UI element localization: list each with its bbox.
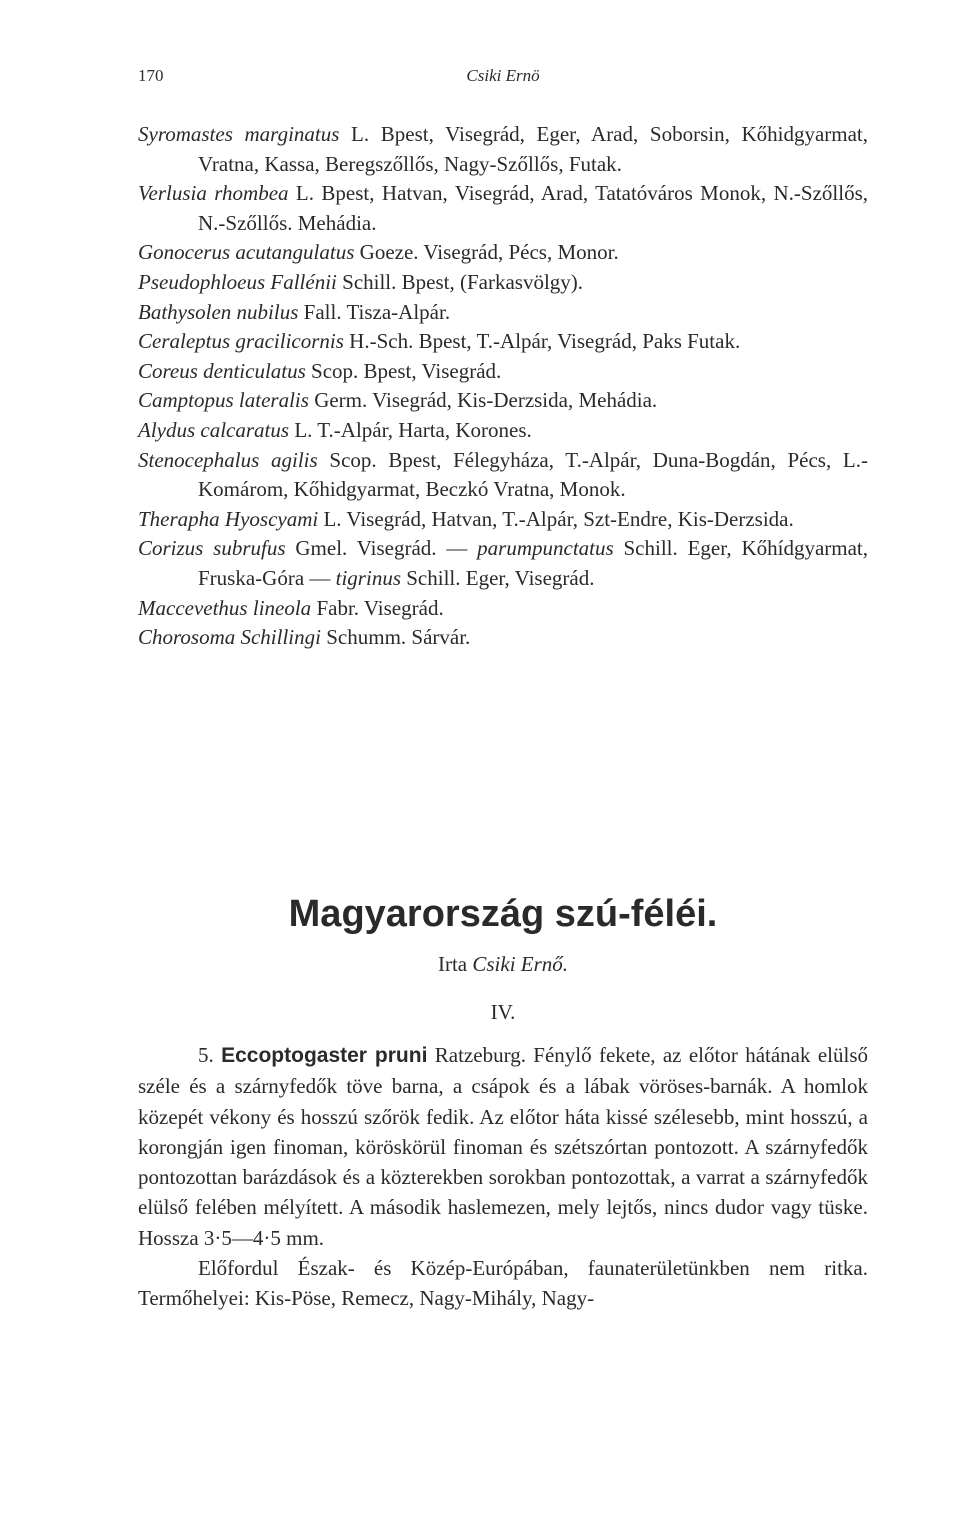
species-name: Maccevethus lineola [138, 595, 312, 620]
species-entry [138, 179, 868, 238]
byline [138, 950, 868, 978]
article-body [138, 1040, 868, 1314]
species-heading: Eccoptogaster pruni [221, 1044, 428, 1067]
species-entry [138, 268, 868, 298]
species-entry [138, 327, 868, 357]
species-details: Schill. Eger, Kőhídgyarmat, Fruska-Góra — [198, 536, 869, 590]
species-details: Scop. Bpest, Visegrád. [305, 358, 502, 383]
species-details: H.-Sch. Bpest, T.-Alpár, Visegrád, Paks Futak. [343, 329, 741, 354]
species-details: Schill. Bpest, (Farkasvölgy). [336, 269, 584, 294]
species-name: Syromastes marginatus [138, 122, 340, 146]
species-details: L. Bpest, Visegrád, Eger, Arad, Soborsin, Kőhidgyarmat, Vratna, Kassa, Beregszőllős, Nagy-Szőllős, Futak. [198, 122, 869, 176]
species-entry [138, 594, 868, 624]
species-name: Therapha Hyoscyami [138, 506, 319, 531]
species-details: L. Visegrád, Hatvan, T.-Alpár, Szt-Endre, Kis-Derzsida. [318, 506, 794, 531]
species-details: Germ. Visegrád, Kis-Derzsida, Mehádia. [308, 388, 658, 413]
species-details: Fall. Tisza-Alpár. [298, 299, 451, 324]
variety-name: parumpunctatus [477, 536, 614, 561]
species-entry [138, 623, 868, 653]
paragraph: Előfordul Észak- és Közép-Európában, faunaterületünkben nem ritka. Termőhelyei: Kis-Pöse, Remecz, Nagy-Mihály, Nagy- [138, 1256, 868, 1311]
species-name: Pseudophloeus Fallénii [138, 269, 337, 294]
species-name: Stenocephalus agilis [138, 447, 318, 472]
species-name: Camptopus lateralis [138, 388, 309, 413]
species-details: Scop. Bpest, Félegyháza, T.-Alpár, Duna-Bogdán, Pécs, L.-Komárom, Kőhidgyarmat, Beczkó Vratna, Monok. [198, 447, 868, 502]
species-details: L. T.-Alpár, Harta, Korones. [289, 417, 532, 442]
species-name: Ceraleptus gracilicornis [138, 329, 344, 354]
species-entry [138, 120, 868, 179]
paragraph [138, 1040, 868, 1253]
species-name: Chorosoma Schillingi [138, 625, 321, 650]
page-header [138, 66, 868, 96]
paragraph-text: Ratzeburg. Fénylő fekete, az előtor hátának elülső széle és a szárnyfedők töve barna, a csápok és a lábak vöröses-barnák. A homlok közepét vékony és hosszú szőrök fedik. Az előtor háta kissé szélesebb, mint hosszú, a korongján igen finoman, köröskörül finoman és szétszórtan pontozott. A szárnyfedők pontozottan barázdások és a közterekben sorokban pontozottak, a varrat a szárnyfedők elülső felében mélyített. A második haslemezen, mely lejtős, nincs dudor vagy tüske. Hossza 3·5—4·5 mm. [138, 1043, 869, 1250]
species-entry [138, 505, 868, 535]
species-details: Fabr. Visegrád. [311, 595, 444, 620]
part-number: IV. [490, 1000, 516, 1024]
species-list [138, 120, 868, 653]
species-details: Schumm. Sárvár. [320, 625, 471, 650]
species-entry [138, 357, 868, 387]
species-details: Schill. Eger, Visegrád. [401, 565, 595, 590]
article-title: Magyarország szú-féléi. [288, 893, 718, 935]
species-name: Coreus denticulatus [138, 358, 306, 383]
page-number: 170 [138, 66, 164, 85]
species-entry [138, 386, 868, 416]
species-name: Corizus subrufus [138, 536, 286, 561]
byline-author: Csiki Ernő. [472, 952, 569, 976]
byline-prefix: Irta [437, 952, 473, 976]
species-details: Goeze. Visegrád, Pécs, Monor. [354, 240, 619, 265]
species-details: L. Bpest, Hatvan, Visegrád, Arad, Tatatóváros Monok, N.-Szőllős, N.-Szőllős. Mehádia. [198, 181, 868, 235]
species-name: Alydus calcaratus [138, 417, 290, 442]
running-head: Csiki Ernö [466, 66, 540, 85]
species-entry [138, 298, 868, 328]
species-entry-corizus [138, 534, 868, 593]
entry-number: 5. [198, 1043, 222, 1067]
species-entry [138, 238, 868, 268]
species-name: Verlusia rhombea [138, 181, 289, 206]
species-name: Bathysolen nubilus [138, 299, 299, 324]
species-entry [138, 416, 868, 446]
species-details: Gmel. Visegrád. — [285, 536, 478, 561]
article-section [138, 888, 868, 1314]
species-name: Gonocerus acutangulatus [138, 240, 355, 265]
species-entry [138, 446, 868, 505]
variety-name: tigrinus [335, 565, 401, 590]
